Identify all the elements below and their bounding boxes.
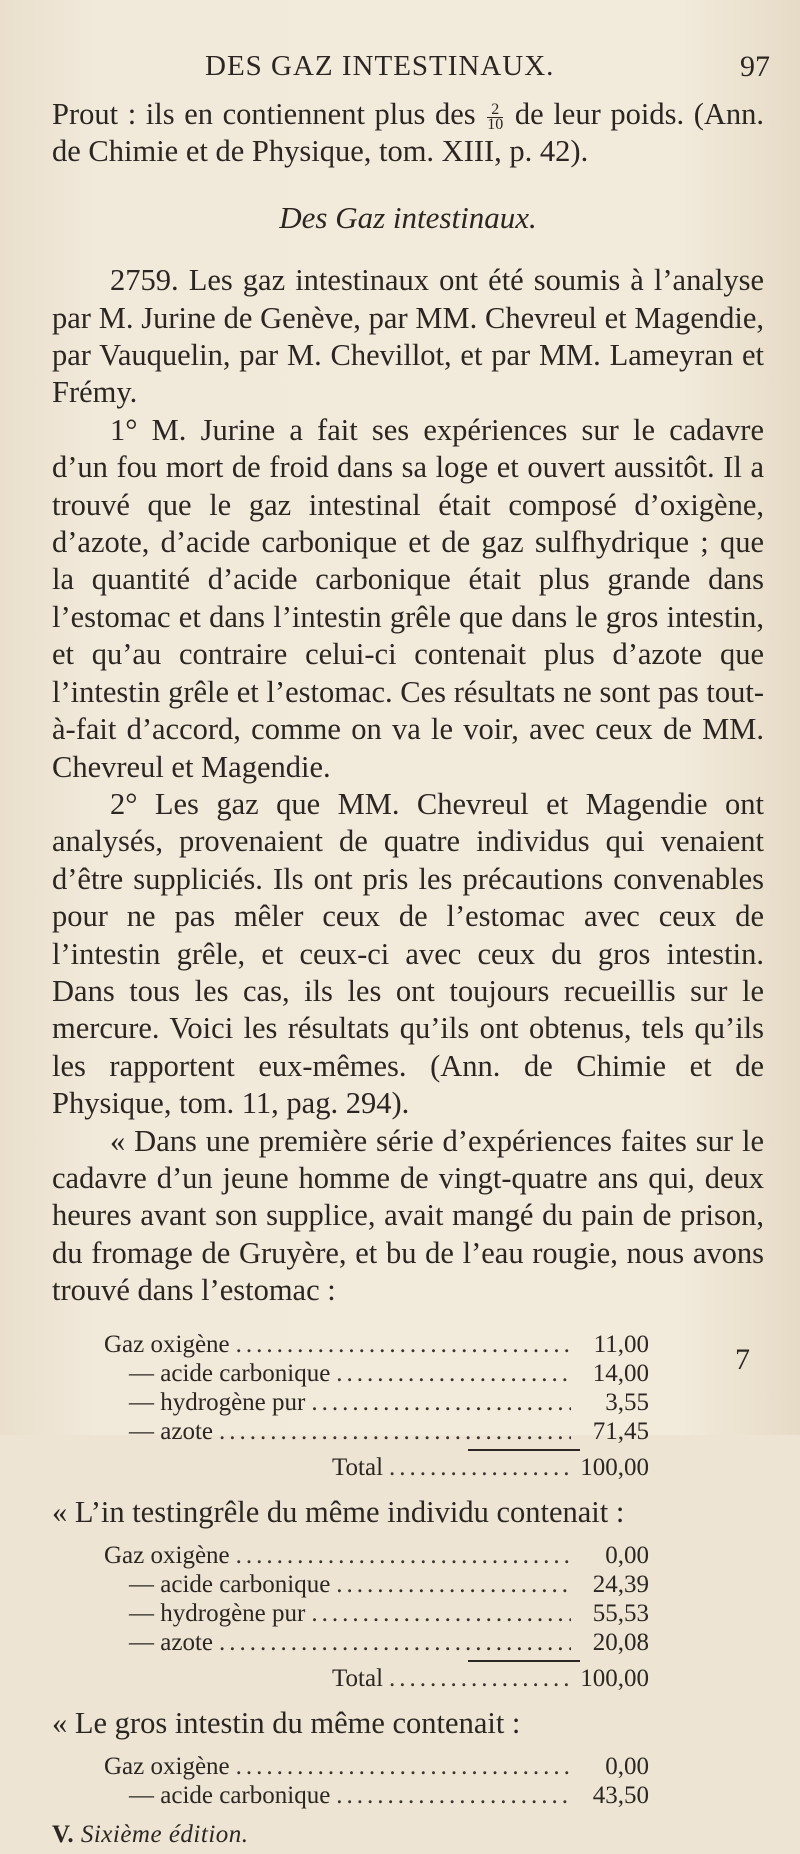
row-label: — acide carbonique [129,1571,331,1598]
row-value: 11,00 [593,1330,649,1358]
fraction [487,100,504,133]
paragraph-2759: 2759. Les gaz intestinaux ont été soumis à l’analyse par M. Jurine de Genève, par MM. Chevreul et Magendie, par Vauquelin, par M. Chevillot, et par MM. Lameyran et Frémy. [52,263,764,410]
row-label: — acide carbonique [129,1782,331,1810]
running-head [0,50,800,90]
table-row [104,1359,649,1388]
table-row [104,1628,649,1657]
page-number: 97 [740,50,770,83]
total-rule [468,1449,580,1451]
intro-paragraph [52,96,764,171]
total-value: 100,00 [580,1665,649,1692]
leader-dots [213,1417,571,1446]
row-value: 0,00 [605,1542,649,1569]
table-small-intestine [104,1541,649,1693]
paragraph-jurine: 1° M. Jurine a fait ses expériences sur le cadavre d’un fou mort de froid dans sa loge et ouvert aussitôt. Il a trouvé que le gaz intestinal était composé d’oxigène, d’azote, d’acide carbonique et de gaz sulfhydrique ; que la quantité d’acide carbonique était plus grande dans l’estomac et dans l’intestin grêle que dans le gros intestin, et qu’au contraire celui-ci contenait plus d’azote que l’intestin grêle et l’estomac. Ces résultats ne sont pas tout-à-fait d’accord, comme on va le voir, avec ceux de MM. Chevreul et Magendie. [52,412,764,784]
row-value: 71,45 [592,1417,649,1445]
table-stomach [104,1330,649,1482]
leader-dots [330,1781,571,1810]
row-value: 0,00 [605,1753,649,1781]
table-total-row [104,1453,649,1482]
row-value: 43,50 [592,1782,649,1810]
total-label: Total [332,1453,384,1481]
leader-dots [305,1388,571,1417]
leader-dots [330,1570,571,1599]
table-row [104,1388,649,1417]
total-rule [468,1660,580,1662]
row-value: 14,00 [592,1359,649,1387]
signature-letter: V. [52,1821,75,1849]
leader-dots [230,1541,571,1570]
table-row [104,1417,649,1446]
paragraph-first-series: « Dans une première série d’expériences faites sur le cadavre d’un jeune homme de vingt-quatre ans qui, deux heures avant son supplice, avait mangé du pain de prison, du fromage de Gruyère, et bu de l’eau rougie, nous avons trouvé dans l’estomac : [52,1123,764,1308]
running-head-title: DES GAZ INTESTINAUX. [205,50,555,82]
leader-dots [213,1628,571,1657]
row-value: 24,39 [592,1571,649,1598]
table-row [104,1781,649,1810]
table-row [104,1541,649,1570]
row-label: — azote [129,1417,213,1445]
table-row [104,1599,649,1628]
table-row [104,1330,649,1359]
row-value: 55,53 [592,1600,649,1627]
leader-dots [305,1599,571,1628]
paragraph-chevreul-magendie: 2° Les gaz que MM. Chevreul et Magendie ont analysés, provenaient de quatre individus qui venaient d’être suppliciés. Ils ont pris les précautions convenables pour ne pas mêler ceux de l’estomac avec ceux de l’intestin grêle, et ceux-ci avec ceux du gros intestin. Dans tous les cas, ils les ont toujours recueillis sur le mercure. Voici les résultats qu’ils ont obtenus, tels qu’ils les rapportent eux-mêmes. (Ann. de Chimie et de Physique, tom. 11, pag. 294). [52,786,764,1121]
row-label: Gaz oxigène [104,1542,230,1569]
row-label: Gaz oxigène [104,1753,230,1781]
row-value: 20,08 [592,1629,649,1656]
intro-text-after: de leur poids. (Ann. de Chimie et de Physique, tom. XIII, p. 42). [52,97,765,169]
row-label: Gaz oxigène [104,1330,230,1358]
signature-line [52,1816,764,1853]
fraction-denominator: 10 [487,115,504,133]
table-total-row [104,1664,649,1693]
leader-dots [383,1664,571,1693]
leader-dots [230,1330,571,1359]
row-label: — hydrogène pur [129,1600,306,1627]
total-label: Total [332,1665,384,1692]
fraction-numerator: 2 [487,103,503,118]
table-row [104,1570,649,1599]
quote-small-intestine: « L’in testingrêle du même individu contenait : [52,1494,625,1529]
row-label: — azote [129,1629,213,1656]
leader-dots [383,1453,571,1482]
signature-mark: 7 [735,1343,750,1376]
table-large-intestine [104,1752,649,1810]
quote-large-intestine: « Le gros intestin du même contenait : [52,1706,521,1740]
row-value: 3,55 [605,1388,649,1416]
page-body [52,96,764,1854]
row-label: — acide carbonique [129,1359,331,1387]
signature-text: Sixième édition. [80,1821,249,1849]
leader-dots [230,1752,571,1781]
intro-text-before: Prout : ils en contiennent plus des [52,97,476,131]
total-value: 100,00 [580,1453,649,1481]
leader-dots [330,1359,571,1388]
row-label: — hydrogène pur [129,1388,306,1416]
table-row [104,1752,649,1781]
section-heading: Des Gaz intestinaux. [279,199,537,235]
